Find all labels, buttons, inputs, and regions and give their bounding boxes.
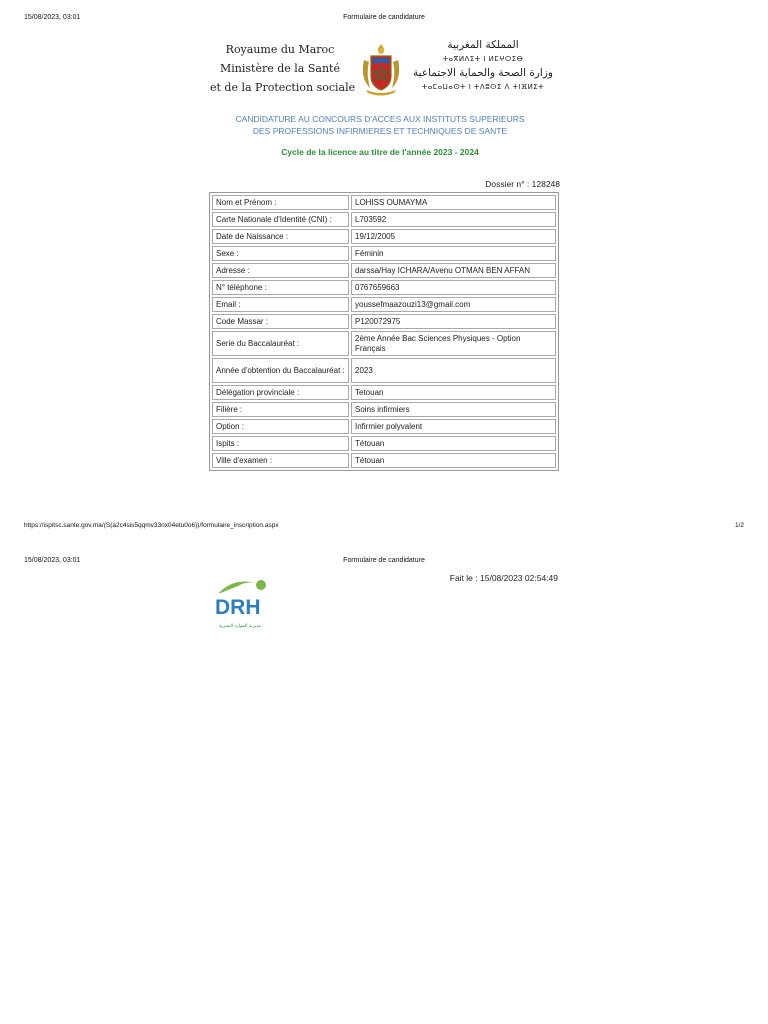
coat-of-arms-emblem — [356, 38, 406, 98]
print-footer-page1 — [0, 522, 768, 534]
table-row — [212, 385, 556, 400]
candidature-title — [200, 113, 560, 137]
row-label: Délégation provinciale : — [212, 385, 349, 400]
candidature-title-line: DES PROFESSIONS INFIRMIERES ET TECHNIQUES DE SANTE — [252, 126, 508, 136]
ministry-tifinagh-line: ⵜⴰⵎⴰⵡⴰⵙⵜ ⵏ ⵜⴷⵓⵙⵉ ⴷ ⵜⵏⴼⵍⵉⵜ — [421, 83, 545, 91]
row-value: Tetouan — [351, 385, 556, 400]
row-value: 0767659663 — [351, 280, 556, 295]
ministry-name-arabic — [412, 38, 554, 94]
ministry-fr-line: Royaume du Maroc — [225, 43, 335, 56]
row-value: Infirmier polyvalent — [351, 419, 556, 434]
row-label: Nom et Prénom : — [212, 195, 349, 210]
table-row — [212, 358, 556, 383]
row-label: Carte Nationale d'Identité (CNI) : — [212, 212, 349, 227]
row-label: Ville d'examen : — [212, 453, 349, 468]
row-value: 19/12/2005 — [351, 229, 556, 244]
table-row — [212, 402, 556, 417]
row-value: darssa/Hay ICHARA/Avenu OTMAN BEN AFFAN — [351, 263, 556, 278]
ministry-name-french — [210, 40, 356, 97]
drh-logo-subtitle: مديرية الموارد البشرية — [218, 624, 262, 629]
table-row — [212, 229, 556, 244]
drh-logo — [208, 574, 272, 630]
table-row — [212, 246, 556, 261]
table-row — [212, 280, 556, 295]
table-row — [212, 419, 556, 434]
row-value: 2023 — [351, 358, 556, 383]
drh-logo-text: DRH — [215, 596, 261, 619]
ministry-ar-line: وزارة الصحة والحماية الاجتماعية — [413, 67, 553, 79]
candidate-info-table — [209, 192, 559, 471]
row-value: 2ème Année Bac Sciences Physiques - Option Français — [351, 331, 556, 356]
row-label: Email : — [212, 297, 349, 312]
table-row — [212, 436, 556, 451]
dossier-number: Dossier n° : 128248 — [485, 179, 560, 189]
print-datetime: 15/08/2023, 03:01 — [24, 557, 81, 564]
candidature-title-line: CANDIDATURE AU CONCOURS D'ACCES AUX INSTITUTS SUPERIEURS — [235, 114, 525, 124]
page-number: 1/2 — [734, 522, 744, 529]
table-row — [212, 263, 556, 278]
row-label: Code Massar : — [212, 314, 349, 329]
row-label: Option : — [212, 419, 349, 434]
row-value: youssefmaazouzi13@gmail.com — [351, 297, 556, 312]
ministry-fr-line: Ministère de la Santé — [220, 62, 340, 75]
print-title: Formulaire de candidature — [343, 14, 425, 21]
row-label: Serie du Baccalauréat : — [212, 331, 349, 356]
ministry-ar-line: المملكة المغربية — [447, 39, 519, 51]
table-row — [212, 297, 556, 312]
table-row — [212, 331, 556, 356]
row-label: Année d'obtention du Baccalauréat : — [212, 358, 349, 383]
row-label: Filière : — [212, 402, 349, 417]
row-value: L703592 — [351, 212, 556, 227]
row-value: Féminin — [351, 246, 556, 261]
print-header-page1 — [0, 14, 768, 28]
fait-le-timestamp: Fait le : 15/08/2023 02:54:49 — [449, 573, 558, 583]
print-title: Formulaire de candidature — [343, 557, 425, 564]
table-row — [212, 195, 556, 210]
row-value: Tétouan — [351, 453, 556, 468]
row-label: Ispits : — [212, 436, 349, 451]
table-row — [212, 453, 556, 468]
table-row — [212, 212, 556, 227]
row-label: Date de Naissance : — [212, 229, 349, 244]
row-label: N° téléphone : — [212, 280, 349, 295]
ministry-fr-line: et de la Protection sociale — [210, 81, 356, 94]
print-datetime: 15/08/2023, 03:01 — [24, 14, 81, 21]
row-label: Adresse : — [212, 263, 349, 278]
ministry-tifinagh-line: ⵜⴰⴳⵍⴷⵉⵜ ⵏ ⵍⵎⵖⵔⵉⴱ — [442, 55, 524, 63]
page-url-link[interactable]: https://ispitsc.sante.gov.ma/(S(a2c4sis5qqmv33nx04etu0o6))/formulaire_inscription.aspx — [24, 522, 279, 529]
row-value: P120072975 — [351, 314, 556, 329]
row-value: Soins infirmiers — [351, 402, 556, 417]
row-label: Sexe : — [212, 246, 349, 261]
row-value: Tétouan — [351, 436, 556, 451]
table-row — [212, 314, 556, 329]
print-header-page2 — [0, 557, 768, 571]
row-value: LOHISS OUMAYMA — [351, 195, 556, 210]
cycle-title: Cycle de la licence au titre de l'année 2023 - 2024 — [281, 147, 479, 157]
